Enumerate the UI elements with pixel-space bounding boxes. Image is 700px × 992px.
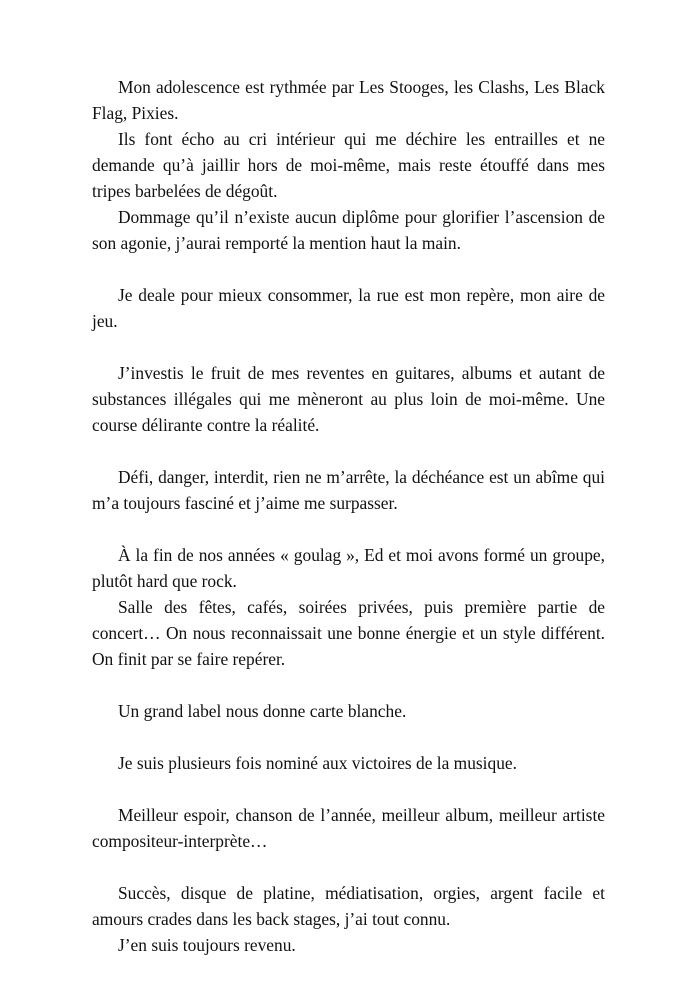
paragraph-12: Succès, disque de platine, médiatisation, orgies, argent facile et amours crades dans les back stages, j’ai tout connu. — [92, 883, 605, 929]
paragraph-gap — [92, 516, 605, 542]
paragraph-3: Dommage qu’il n’existe aucun diplôme pour glorifier l’ascension de son agonie, j’aurai remporté la mention haut la main. — [92, 207, 605, 253]
paragraph-gap — [92, 334, 605, 360]
paragraph-5: J’investis le fruit de mes reventes en guitares, albums et autant de substances illégales qui me mèneront au plus loin de moi-même. Une course délirante contre la réalité. — [92, 363, 605, 435]
paragraph-2: Ils font écho au cri intérieur qui me déchire les entrailles et ne demande qu’à jaillir hors de moi-même, mais reste étouffé dans mes tripes barbelées de dégoût. — [92, 129, 605, 201]
paragraph-6: Défi, danger, interdit, rien ne m’arrête, la déchéance est un abîme qui m’a toujours fasciné et j’aime me surpasser. — [92, 467, 605, 513]
paragraph-1: Mon adolescence est rythmée par Les Stooges, les Clashs, Les Black Flag, Pixies. — [92, 77, 605, 123]
paragraph-11: Meilleur espoir, chanson de l’année, meilleur album, meilleur artiste compositeur-interprète… — [92, 805, 605, 851]
paragraph-gap — [92, 256, 605, 282]
book-page — [92, 74, 605, 958]
paragraph-13: J’en suis toujours revenu. — [118, 935, 296, 955]
paragraph-4: Je deale pour mieux consommer, la rue est mon repère, mon aire de jeu. — [92, 285, 605, 331]
paragraph-9: Un grand label nous donne carte blanche. — [118, 701, 407, 721]
paragraph-gap — [92, 854, 605, 880]
paragraph-gap — [92, 438, 605, 464]
paragraph-10: Je suis plusieurs fois nominé aux victoires de la musique. — [118, 753, 517, 773]
paragraph-gap — [92, 672, 605, 698]
paragraph-gap — [92, 776, 605, 802]
paragraph-7: À la fin de nos années « goulag », Ed et moi avons formé un groupe, plutôt hard que rock. — [92, 545, 605, 591]
paragraph-8: Salle des fêtes, cafés, soirées privées, puis première partie de concert… On nous reconnaissait une bonne énergie et un style différent. On finit par se faire repérer. — [92, 597, 605, 669]
paragraph-gap — [92, 724, 605, 750]
